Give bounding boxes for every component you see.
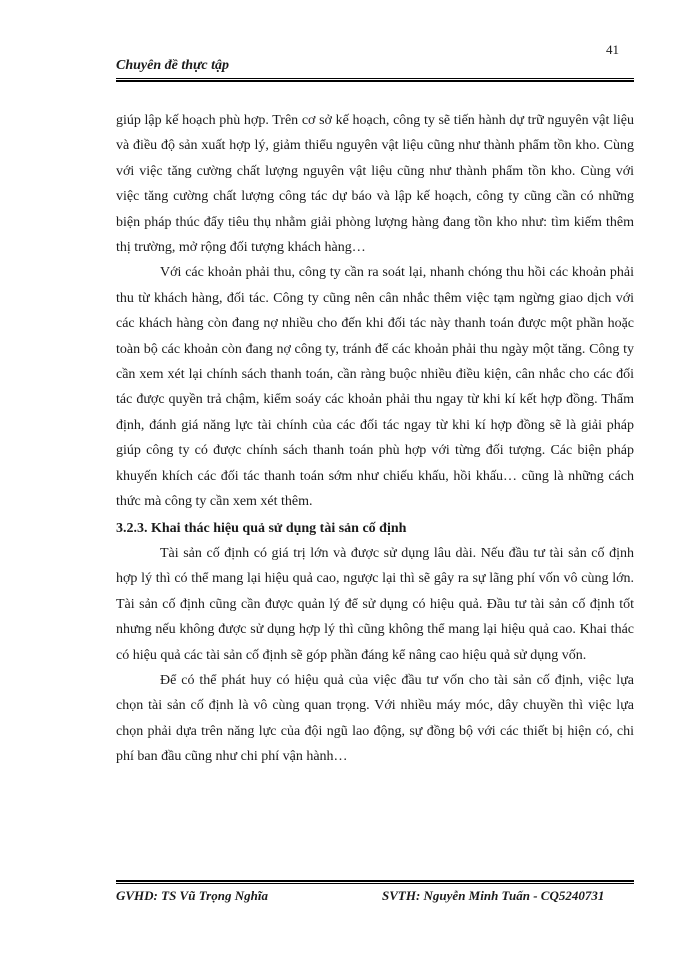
header-title: Chuyên đề thực tập <box>116 58 230 73</box>
header-divider <box>116 78 634 82</box>
paragraph-asset-selection: Để có thể phát huy có hiệu quả của việc đầu tư vốn cho tài sản cố định, việc lựa chọn tài sản cố định là vô cùng quan trọng. Với nhiều máy móc, dây chuyền thì việc lựa chọn phải dựa trên năng lực của đội ngũ lao động, sự đồng bộ với các thiết bị hiện có, chi phí ban đầu cũng như chi phí vận hành… <box>116 672 634 765</box>
paragraph-continuation: giúp lập kế hoạch phù hợp. Trên cơ sở kế hoạch, công ty sẽ tiến hành dự trữ nguyên vật liệu và điều độ sản xuất hợp lý, giảm thiểu nguyên vật liệu cũng như thành phẩm tồn kho. Cùng với việc tăng cường chất lượng nguyên vật liệu cũng như thành phẩm tồn kho. Cùng với việc tăng cường chất lượng công tác dự báo và lập kế hoạch, công ty cũng cần có những biện pháp thúc đẩy tiêu thụ nhằm giải phòng lượng hàng đang tồn kho như: tìm kiếm thêm thị trường, mở rộng đối tượng khách hàng… <box>116 113 634 256</box>
footer-divider <box>116 880 634 884</box>
page-number: 41 <box>606 42 619 57</box>
document-body <box>116 108 634 770</box>
section-heading: 3.2.3. Khai thác hiệu quả sử dụng tài sản cố định <box>116 520 407 536</box>
footer-supervisor: GVHD: TS Vũ Trọng Nghĩa <box>116 888 268 903</box>
footer-student: SVTH: Nguyễn Minh Tuấn - CQ5240731 <box>382 888 605 903</box>
paragraph-fixed-assets: Tài sản cố định có giá trị lớn và được sử dụng lâu dài. Nếu đầu tư tài sản cố định hợp lý thì có thể mang lại hiệu quả cao, ngược lại thì sẽ gây ra sự lãng phí vốn vô cùng lớn. Tài sản cố định cũng cần được quản lý để sử dụng có hiệu quả. Đầu tư tài sản cố định tốt nhưng nếu không được sử dụng hợp lý thì cũng không thể mang lại hiệu quả cao. Khai thác có hiệu quả các tài sản cố định sẽ góp phần đáng kể nâng cao hiệu quả sử dụng vốn. <box>116 545 634 663</box>
paragraph-receivables: Với các khoản phải thu, công ty cần ra soát lại, nhanh chóng thu hồi các khoản phải thu từ khách hàng, đối tác. Công ty cũng nên cân nhắc thêm việc tạm ngừng giao dịch với các khách hàng còn đang nợ nhiều cho đến khi đối tác này thanh toán được một phần hoặc toàn bộ các khoản còn đang nợ công ty, tránh để các khoản phải thu ngày một tăng. Công ty cần xem xét lại chính sách thanh toán, cần ràng buộc nhiều điều kiện, cân nhắc cho các đối tác được quyền trả chậm, kiểm soáy các khoản phải thu ngay từ khi kí kết hợp đồng. Thẩm định, đánh giá năng lực tài chính của các đối tác ngay từ khi kí hợp đồng sẽ là giải pháp giúp công ty có được chính sách thanh toán phù hợp với từng đối tượng. Các biện pháp khuyến khích các đối tác thanh toán sớm như chiếu khấu, hồi khấu… cũng là những cách thức mà công ty cần xem xét thêm. <box>116 265 634 510</box>
